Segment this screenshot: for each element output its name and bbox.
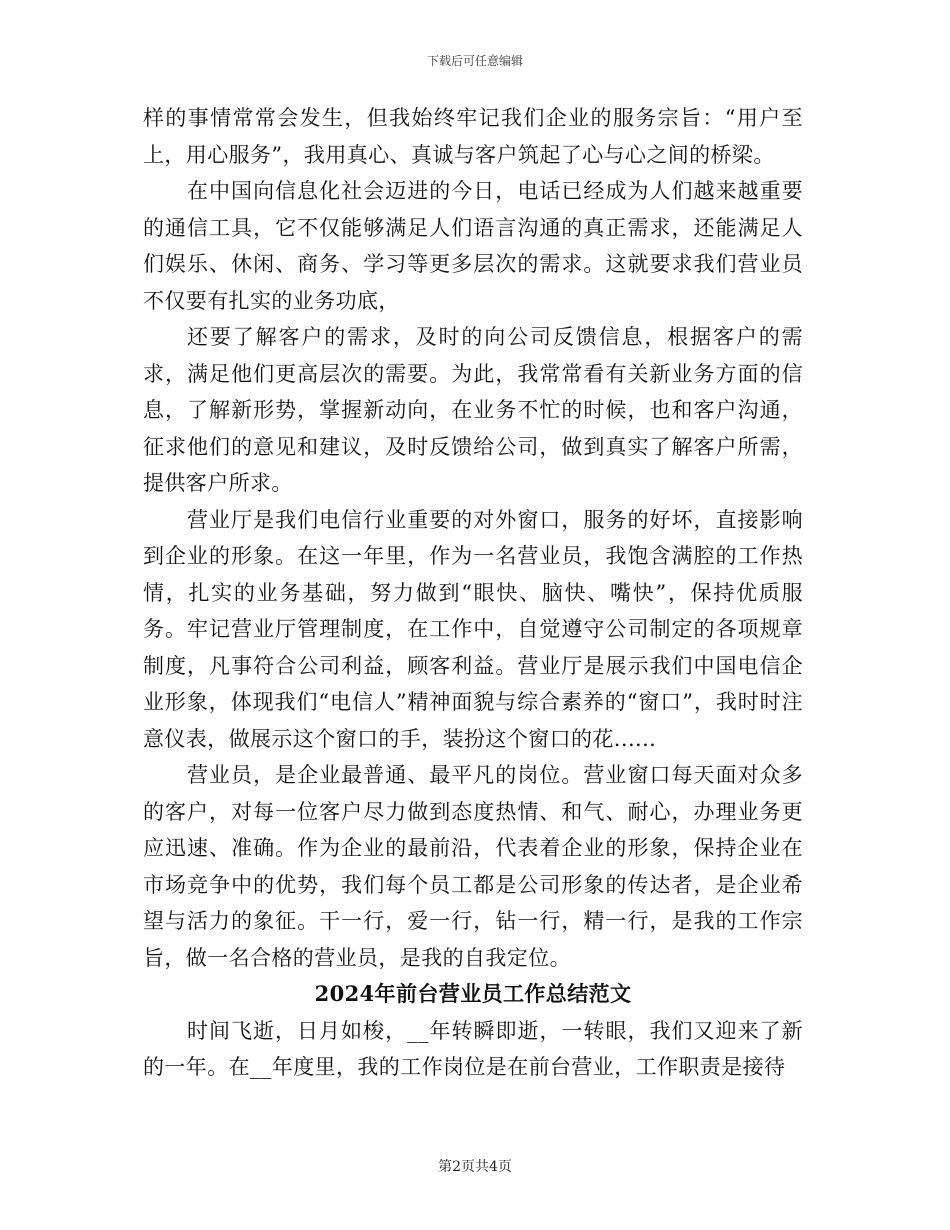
document-body: [143, 100, 803, 1086]
page-number: 第2页共4页: [438, 1159, 512, 1175]
paragraph: 在中国向信息化社会迈进的今日，电话已经成为人们越来越重要的通信工具，它不仅能够满足人们语言沟通的真正需求，还能满足人们娱乐、休闲、商务、学习等更多层次的需求。这就要求我们营业员不仅要有扎实的业务功底，: [143, 179, 803, 313]
paragraph: 还要了解客户的需求，及时的向公司反馈信息，根据客户的需求，满足他们更高层次的需要。为此，我常常看有关新业务方面的信息，了解新形势，掌握新动向，在业务不忙的时候，也和客户沟通，征求他们的意见和建议，及时反馈给公司，做到真实了解客户所需，提供客户所求。: [143, 325, 803, 495]
section-title: 2024年前台营业员工作总结范文: [314, 981, 632, 1006]
paragraph: 时间飞逝，日月如梭，__年转瞬即逝，一转眼，我们又迎来了新的一年。在__年度里，我的工作岗位是在前台营业，工作职责是接待: [143, 1018, 803, 1079]
paragraph: 营业厅是我们电信行业重要的对外窗口，服务的好坏，直接影响到企业的形象。在这一年里，作为一名营业员，我饱含满腔的工作热情，扎实的业务基础，努力做到“眼快、脑快、嘴快”，保持优质服务。牢记营业厅管理制度，在工作中，自觉遵守公司制定的各项规章制度，凡事符合公司利益，顾客利益。营业厅是展示我们中国电信企业形象，体现我们“电信人”精神面貌与综合素养的“窗口”，我时时注意仪表，做展示这个窗口的手，装扮这个窗口的花......: [143, 507, 803, 751]
paragraph-continuation: 样的事情常常会发生，但我始终牢记我们企业的服务宗旨：“用户至上，用心服务”，我用真心、真诚与客户筑起了心与心之间的桥梁。: [143, 106, 803, 167]
paragraph: 营业员，是企业最普通、最平凡的岗位。营业窗口每天面对众多的客户，对每一位客户尽力做到态度热情、和气、耐心，办理业务更应迅速、准确。作为企业的最前沿，代表着企业的形象，保持企业在市场竞争中的优势，我们每个员工都是公司形象的传达者，是企业希望与活力的象征。干一行，爱一行，钻一行，精一行，是我的工作宗旨，做一名合格的营业员，是我的自我定位。: [143, 763, 803, 970]
page-header-note: 下载后可任意编辑: [426, 54, 523, 68]
